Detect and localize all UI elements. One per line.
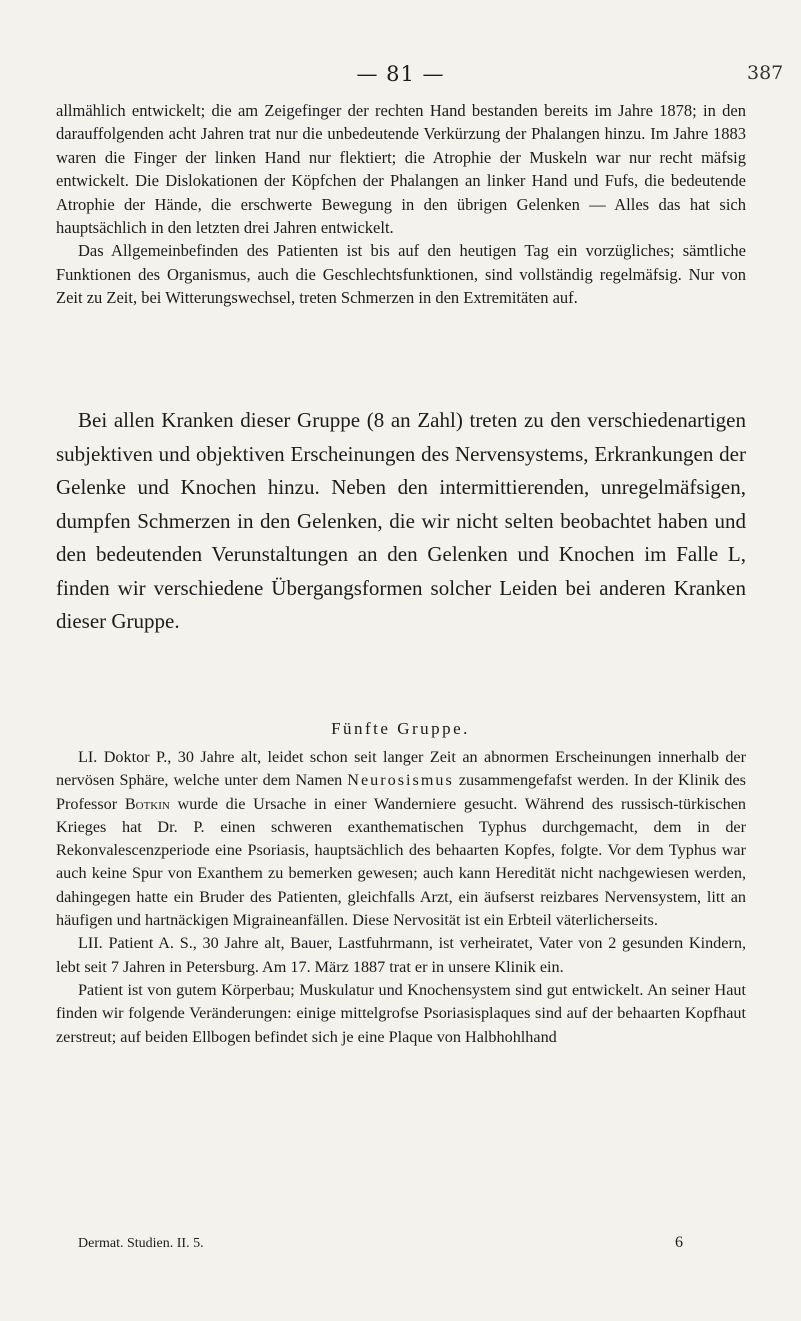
person-name: Botkin — [124, 794, 170, 813]
source-footer: Dermat. Studien. II. 5. — [78, 1236, 204, 1251]
case-li — [56, 746, 746, 932]
signature-mark: 6 — [675, 1234, 683, 1251]
intro-text-block — [56, 99, 746, 310]
page-number: — 81 — — [356, 62, 445, 86]
section-heading: Fünfte Gruppe. — [331, 719, 470, 738]
case-text: LI. Doktor P., 30 Jahre alt, leidet schon seit langer Zeit an abnormen Erscheinungen innerhalb der nervösen Sphäre, welche unter dem Namen — [56, 748, 746, 790]
case-text: zusammengefafst werden. In der Klinik des Professor — [56, 771, 746, 813]
paragraph: Das Allgemeinbefinden des Patienten ist bis auf den heutigen Tag ein vorzügliches; sämtliche Funktionen des Organismus, auch die Geschlechtsfunktionen, sind vollständig regelmäfsig. Nur von Zeit zu Zeit, bei Witterungswechsel, treten Schmerzen in den Extremitäten auf. — [56, 241, 746, 308]
paragraph: Bei allen Kranken dieser Gruppe (8 an Zahl) treten zu den verschiedenartigen subjektiven und objektiven Erscheinungen des Nervensystems, Erkrankungen der Gelenke und Knochen hinzu. Neben den intermittierenden, unregelmäfsigen, dumpfen Schmerzen in den Gelenken, die wir nicht selten beobachtet haben und den bedeutenden Verunstaltungen an den Gelenken und Knochen im Falle L, finden wir verschiedene Übergangsformen solcher Leiden bei anderen Kranken dieser Gruppe. — [56, 408, 746, 633]
summary-paragraph — [56, 404, 746, 639]
case-lii-continued: Patient ist von gutem Körperbau; Muskulatur und Knochensystem sind gut entwickelt. An seiner Haut finden wir folgende Veränderungen: einige mittelgrofse Psoriasisplaques sind auf der behaarten Kopfhaut zerstreut; auf beiden Ellbogen befindet sich je eine Plaque von Halbhohlhand — [56, 980, 746, 1046]
case-text: wurde die Ursache in einer Wanderniere gesucht. Während des russisch-türkischen Krieges hat Dr. P. einen schweren exanthematischen Typhus durchgemacht, dem in der Rekonvalescenzperiode eine Psoriasis, hauptsächlich des behaarten Kopfes, folgte. Vor dem Typhus war auch keine Spur von Exanthem zu bemerken gewesen; auch kann Heredität nicht nachgewiesen werden, dahingegen hatte ein Bruder des Patienten, gleichfalls Arzt, ein äufserst reizbares Nervensystem, litt an häufigen und hartnäckigen Migraineanfällen. Diese Nervosität ist ein Erbteil väterlicherseits. — [56, 794, 746, 930]
archive-page-number: 387 — [747, 62, 784, 84]
case-lii: LII. Patient A. S., 30 Jahre alt, Bauer, Lastfuhrmann, ist verheiratet, Vater von 2 gesunden Kindern, lebt seit 7 Jahren in Petersburg. Am 17. März 1887 trat er in unsere Klinik ein. — [56, 934, 746, 976]
case-text-block — [56, 746, 746, 1049]
paragraph: allmählich entwickelt; die am Zeigefinger der rechten Hand bestanden bereits im Jahre 1878; in den darauffolgenden acht Jahren trat nur die unbedeutende Verkürzung der Phalangen hinzu. Im Jahre 1883 waren die Finger der linken Hand nur flektiert; die Atrophie der Muskeln war nur recht mäfsig entwickelt. Die Dislokationen der Köpfchen der Phalangen an linker Hand und Fufs, die bedeutende Atrophie der Hände, die erschwerte Bewegung in den übrigen Gelenken — Alles das hat sich hauptsächlich in den letzten drei Jahren entwickelt. — [56, 101, 746, 238]
case-term: Neurosismus — [347, 771, 454, 790]
